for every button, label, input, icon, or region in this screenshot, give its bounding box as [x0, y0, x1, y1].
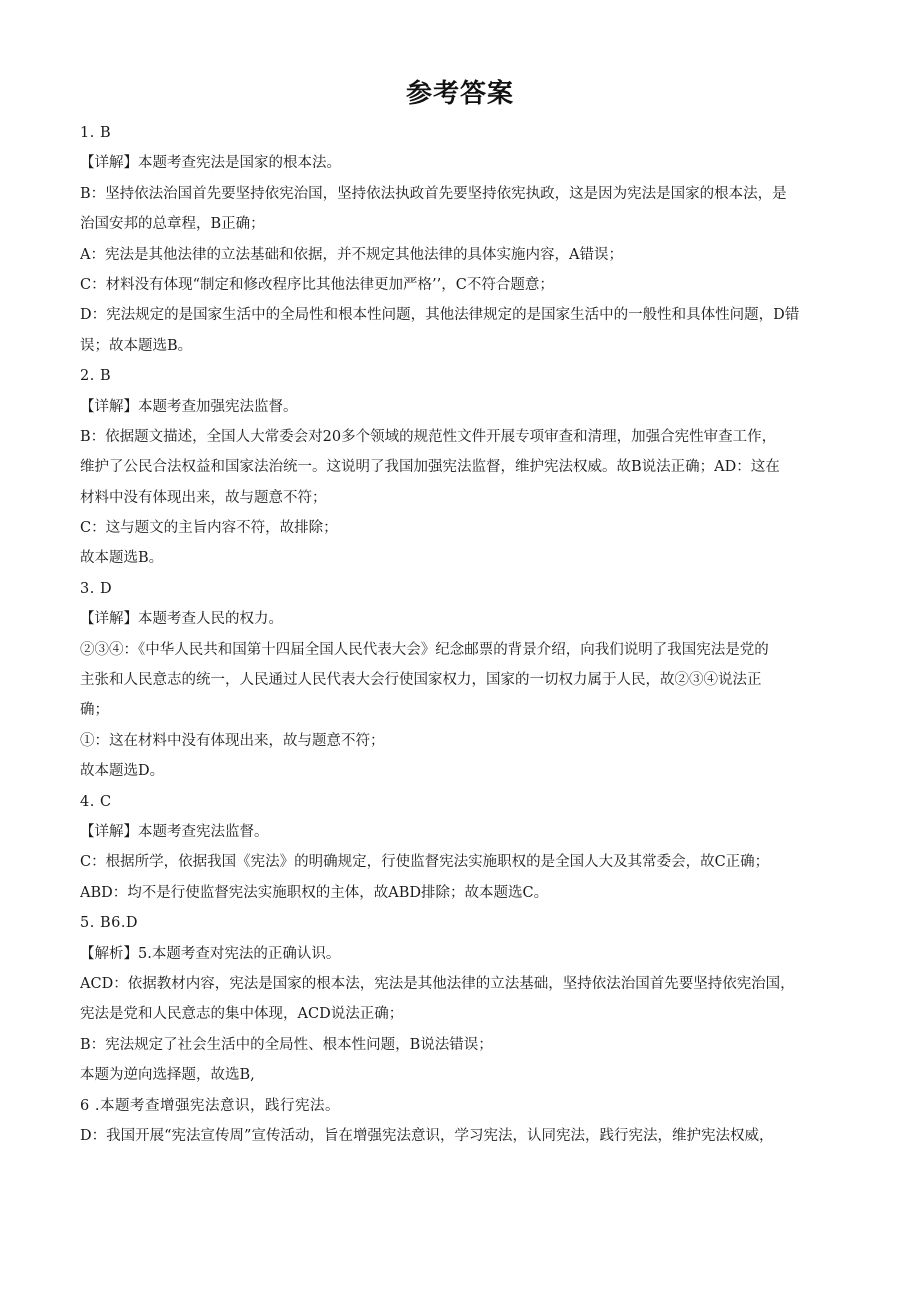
explanation-heading: 【详解】本题考查人民的权力。 [80, 611, 283, 628]
explanation-line: D：我国开展“宪法宣传周”宣传活动，旨在增强宪法意识，学习宪法，认同宪法，践行宪法，维护宪法权威， [80, 1127, 774, 1144]
explanation-line: ACD：依据教材内容，宪法是国家的根本法，宪法是其他法律的立法基础，坚持依法治国首先要坚持依宪治国， [80, 975, 795, 992]
explanation-line: B：坚持依法治国首先要坚持依宪治国，坚持依法执政首先要坚持依宪执政，这是因为宪法是国家的根本法，是 [80, 185, 787, 202]
answer-content [80, 118, 842, 1151]
explanation-line: C：这与题文的主旨内容不符，故排除； [80, 520, 338, 537]
explanation-heading: 【详解】本题考查宪法监督。 [80, 823, 269, 840]
question-number-6: 6 .本题考查增强宪法意识，践行宪法。 [80, 1097, 340, 1114]
explanation-line: 确； [80, 702, 109, 719]
explanation-heading: 【解析】5.本题考查对宪法的正确认识。 [80, 945, 341, 962]
explanation-heading: 【详解】本题考查宪法是国家的根本法。 [80, 155, 341, 172]
explanation-line: 材料中没有体现出来，故与题意不符； [80, 489, 327, 506]
explanation-line: ②③④：《中华人民共和国第十四届全国人民代表大会》纪念邮票的背景介绍，向我们说明了我国宪法是党的 [80, 641, 769, 658]
question-number-2: 2. B [80, 368, 112, 385]
question-number-3: 3. D [80, 580, 113, 597]
explanation-line: 治国安邦的总章程，B正确； [80, 216, 265, 233]
explanation-line: B：依据题文描述，全国人大常委会对20多个领域的规范性文件开展专项审查和清理，加强合宪性审查工作， [80, 428, 777, 445]
explanation-line: 主张和人民意志的统一，人民通过人民代表大会行使国家权力，国家的一切权力属于人民，故②③④说法正 [80, 672, 762, 689]
explanation-line: 宪法是党和人民意志的集中体现，ACD说法正确； [80, 1006, 404, 1023]
explanation-line: 故本题选D。 [80, 763, 165, 780]
explanation-line: ①：这在材料中没有体现出来，故与题意不符； [80, 732, 385, 749]
explanation-line: C：材料没有体现“制定和修改程序比其他法律更加严格’’，C不符合题意； [80, 276, 554, 293]
explanation-line: 误；故本题选B。 [80, 337, 193, 354]
explanation-line: A：宪法是其他法律的立法基础和依据，并不规定其他法律的具体实施内容，A错误； [80, 246, 623, 263]
explanation-line: 本题为逆向选择题，故选B, [80, 1067, 255, 1084]
explanation-line: 故本题选B。 [80, 550, 164, 567]
question-number-4: 4. C [80, 793, 112, 810]
explanation-heading: 【详解】本题考查加强宪法监督。 [80, 398, 298, 415]
page-title: 参考答案 [405, 79, 514, 109]
explanation-line: D：宪法规定的是国家生活中的全局性和根本性问题，其他法律规定的是国家生活中的一般性和具体性问题，D错 [80, 307, 800, 324]
question-number-5: 5. B6.D [80, 915, 139, 932]
explanation-line: B：宪法规定了社会生活中的全局性、根本性问题，B说法错误； [80, 1036, 493, 1053]
explanation-line: ABD：均不是行使监督宪法实施职权的主体，故ABD排除；故本题选C。 [80, 884, 549, 901]
explanation-line: 维护了公民合法权益和国家法治统一。这说明了我国加强宪法监督，维护宪法权威。故B说法正确；AD：这在 [80, 459, 780, 476]
question-number-1: 1. B [80, 125, 112, 141]
explanation-line: C：根据所学，依据我国《宪法》的明确规定，行使监督宪法实施职权的是全国人大及其常委会，故C正确； [80, 854, 770, 871]
